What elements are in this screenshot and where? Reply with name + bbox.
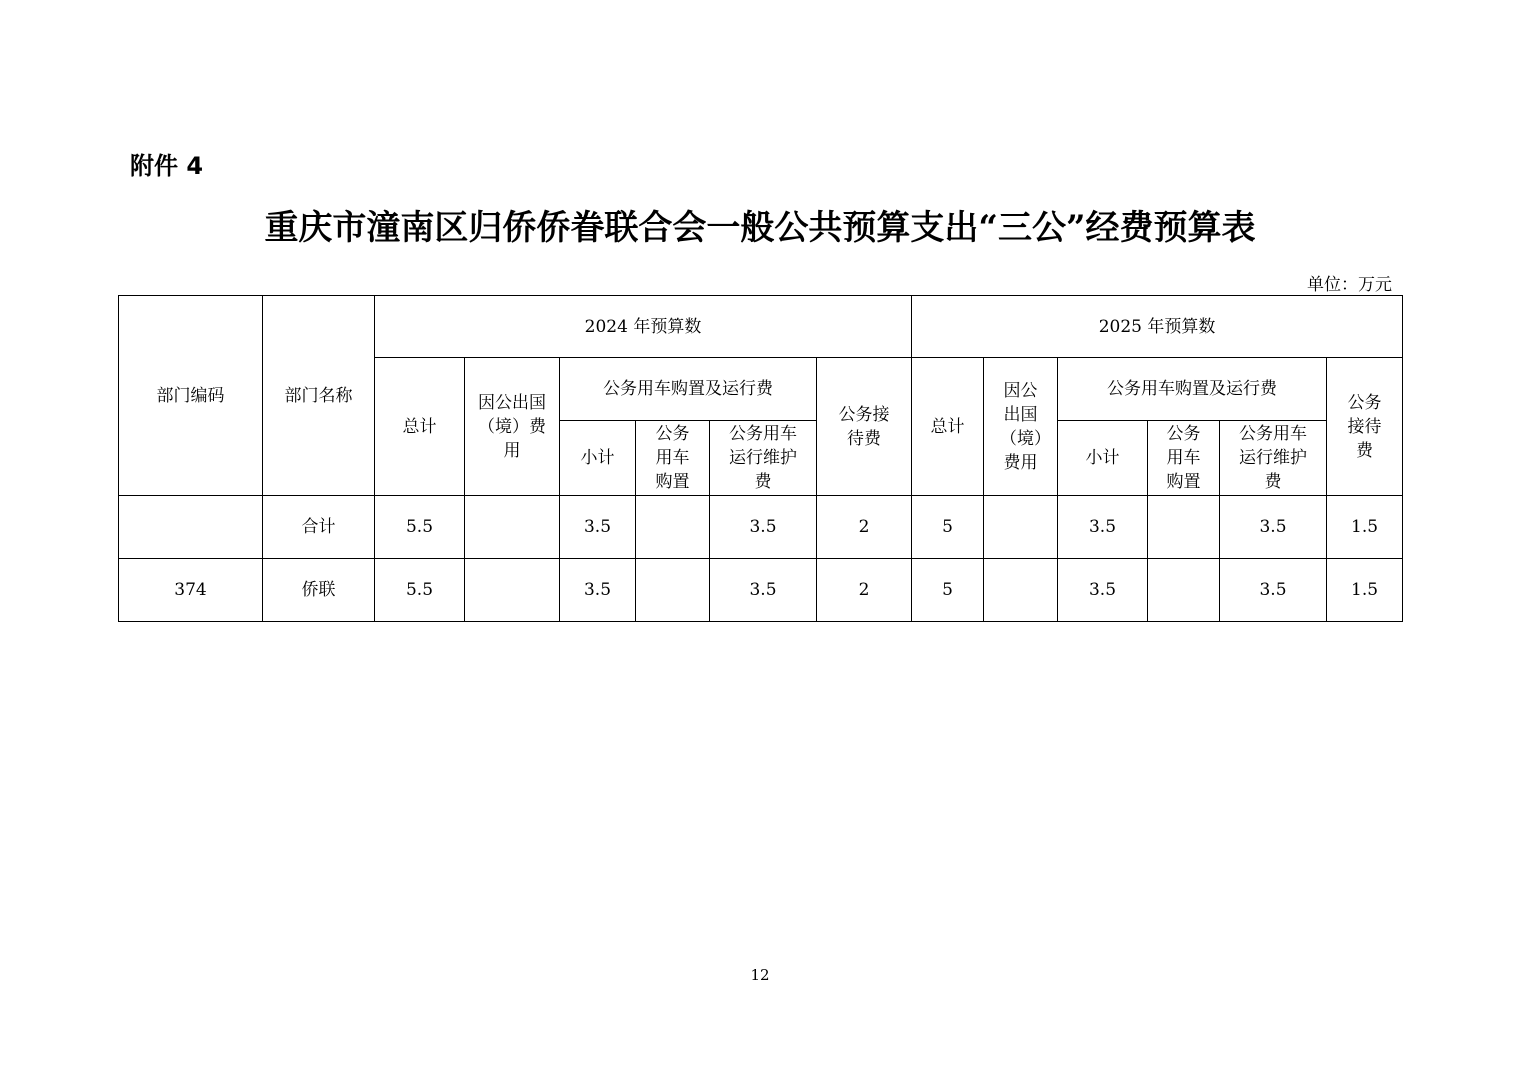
header-2024-subtotal: 小计 [560, 421, 636, 496]
cell-2025-reception: 1.5 [1327, 559, 1403, 622]
cell-2025-abroad [984, 559, 1058, 622]
table-row [119, 559, 1403, 622]
header-2024-total: 总计 [375, 358, 465, 496]
cell-2024-maintenance: 3.5 [710, 496, 817, 559]
cell-2024-maintenance: 3.5 [710, 559, 817, 622]
header-2024: 2024 年预算数 [375, 296, 912, 358]
cell-2024-total: 5.5 [375, 496, 465, 559]
header-2025-purchase: 公务用车购置 [1148, 421, 1220, 496]
header-2025: 2025 年预算数 [912, 296, 1403, 358]
cell-2025-maintenance: 3.5 [1220, 559, 1327, 622]
unit-label: 单位：万元 [1307, 275, 1392, 295]
budget-table [118, 295, 1403, 622]
page-number: 12 [750, 966, 770, 984]
cell-2024-abroad [465, 559, 560, 622]
header-dept-name: 部门名称 [263, 296, 375, 496]
cell-2024-abroad [465, 496, 560, 559]
header-row-years [119, 296, 1403, 358]
header-2025-maintenance: 公务用车运行维护费 [1220, 421, 1327, 496]
header-2024-abroad: 因公出国（境）费用 [465, 358, 560, 496]
cell-2025-purchase [1148, 559, 1220, 622]
header-dept-code: 部门编码 [119, 296, 263, 496]
cell-2024-total: 5.5 [375, 559, 465, 622]
cell-name: 侨联 [263, 559, 375, 622]
cell-code [119, 496, 263, 559]
header-2024-reception: 公务接待费 [817, 358, 912, 496]
header-2025-vehicle-group: 公务用车购置及运行费 [1058, 358, 1327, 421]
header-2024-vehicle-group: 公务用车购置及运行费 [560, 358, 817, 421]
cell-name: 合计 [263, 496, 375, 559]
table-row [119, 496, 1403, 559]
header-2025-abroad: 因公出国（境）费用 [984, 358, 1058, 496]
attachment-label: 附件 4 [130, 152, 204, 180]
cell-2024-reception: 2 [817, 496, 912, 559]
cell-2025-maintenance: 3.5 [1220, 496, 1327, 559]
header-2024-maintenance: 公务用车运行维护费 [710, 421, 817, 496]
cell-2024-reception: 2 [817, 559, 912, 622]
cell-2025-purchase [1148, 496, 1220, 559]
cell-2025-abroad [984, 496, 1058, 559]
cell-2024-purchase [636, 496, 710, 559]
cell-code: 374 [119, 559, 263, 622]
cell-2025-subtotal: 3.5 [1058, 559, 1148, 622]
cell-2025-subtotal: 3.5 [1058, 496, 1148, 559]
cell-2024-purchase [636, 559, 710, 622]
header-2024-purchase: 公务用车购置 [636, 421, 710, 496]
cell-2025-total: 5 [912, 496, 984, 559]
header-2025-total: 总计 [912, 358, 984, 496]
header-2025-reception: 公务接待费 [1327, 358, 1403, 496]
cell-2024-subtotal: 3.5 [560, 496, 636, 559]
cell-2024-subtotal: 3.5 [560, 559, 636, 622]
cell-2025-total: 5 [912, 559, 984, 622]
cell-2025-reception: 1.5 [1327, 496, 1403, 559]
header-2025-subtotal: 小计 [1058, 421, 1148, 496]
page-title: 重庆市潼南区归侨侨眷联合会一般公共预算支出“三公”经费预算表 [264, 208, 1256, 248]
